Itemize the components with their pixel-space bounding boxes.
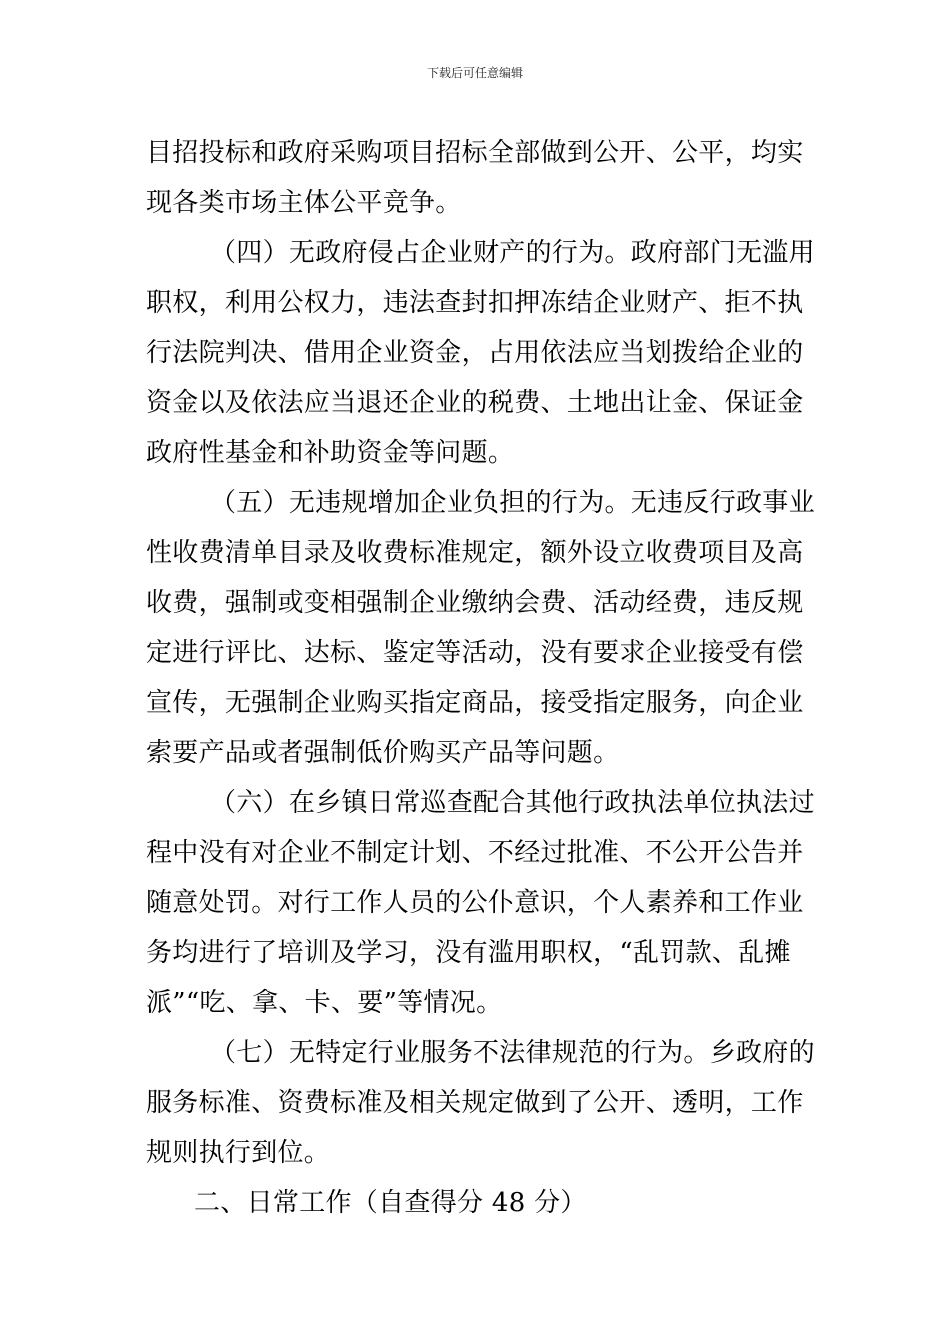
text-line: 程中没有对企业不制定计划、不经过批准、不公开公告并 <box>146 838 804 868</box>
text-line: 宣传，无强制企业购买指定商品，接受指定服务，向企业 <box>146 688 804 718</box>
text-line: 定进行评比、达标、鉴定等活动，没有要求企业接受有偿 <box>146 638 804 668</box>
section-heading-line: （七）无特定行业服务不法律规范的行为。乡政府的 <box>210 1038 815 1068</box>
text-line: 职权，利用公权力，违法查封扣押冻结企业财产、拒不执 <box>146 288 804 318</box>
text-line: 资金以及依法应当退还企业的税费、土地出让金、保证金 <box>146 388 804 418</box>
text-line: 行法院判决、借用企业资金，占用依法应当划拨给企业的 <box>146 338 804 368</box>
section-heading-line: （五）无违规增加企业负担的行为。无违反行政事业 <box>210 488 815 518</box>
text-line: 随意处罚。对行工作人员的公仆意识，个人素养和工作业 <box>146 888 804 918</box>
section-heading-line: （四）无政府侵占企业财产的行为。政府部门无滥用 <box>210 238 815 268</box>
section-heading-line: （六）在乡镇日常巡查配合其他行政执法单位执法过 <box>210 788 815 818</box>
document-body <box>146 128 815 1228</box>
chapter-heading-line: 二、日常工作（自查得分 48 分） <box>194 1188 587 1218</box>
page-header: 下载后可任意编辑 <box>426 66 523 80</box>
text-line: 服务标准、资费标准及相关规定做到了公开、透明，工作 <box>146 1088 804 1118</box>
text-line: 目招投标和政府采购项目招标全部做到公开、公平，均实 <box>146 138 804 168</box>
text-line: 现各类市场主体公平竞争。 <box>146 188 462 218</box>
text-line: 政府性基金和补助资金等问题。 <box>146 438 515 468</box>
text-line: 性收费清单目录及收费标准规定，额外设立收费项目及高 <box>146 538 804 568</box>
text-line: 派”“吃、拿、卡、要”等情况。 <box>146 988 503 1018</box>
text-line: 务均进行了培训及学习，没有滥用职权，“乱罚款、乱摊 <box>146 938 791 968</box>
text-line: 索要产品或者强制低价购买产品等问题。 <box>146 738 620 768</box>
text-line: 规则执行到位。 <box>146 1138 331 1168</box>
text-line: 收费，强制或变相强制企业缴纳会费、活动经费，违反规 <box>146 588 804 618</box>
